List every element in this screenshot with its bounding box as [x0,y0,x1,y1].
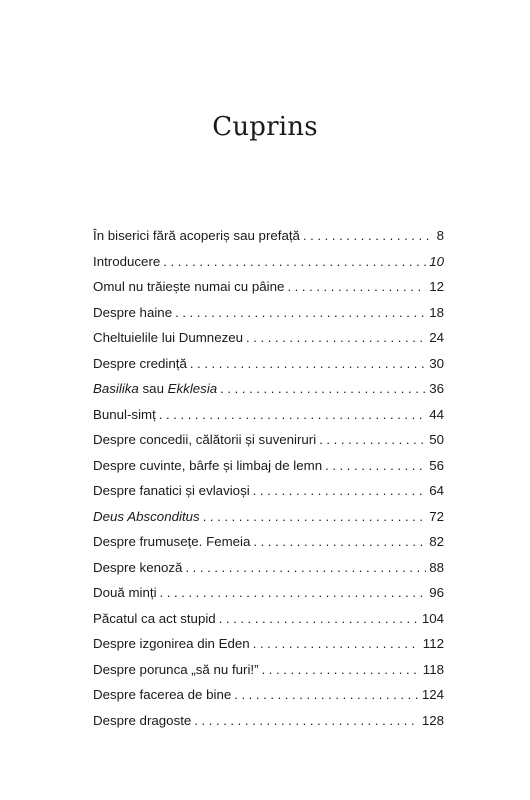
dot-leader [246,330,426,345]
table-of-contents [93,228,444,738]
dot-leader [325,458,426,473]
toc-entry [93,305,444,331]
toc-entry [93,458,444,484]
toc-entry [93,509,444,535]
dot-leader [287,279,426,294]
toc-entry-title: Despre porunca „să nu furi!” [93,661,259,677]
toc-entry-title-text: sau [138,381,168,396]
dot-leader [262,662,420,677]
toc-entry-title: Despre kenoză [93,559,183,575]
toc-entry-title: Omul nu trăiește numai cu pâine [93,279,285,294]
dot-leader [234,687,419,702]
toc-entry-page-number: 18 [429,304,444,320]
toc-entry-page-number: 56 [429,457,444,473]
toc-entry [93,407,444,433]
toc-entry-title-italic: Deus Absconditus [93,508,200,524]
toc-entry-title: Introducere [93,253,161,269]
toc-entry-page-number: 44 [429,406,444,422]
toc-entry [93,381,444,407]
toc-entry [93,687,444,713]
toc-entry-page-number: 8 [436,228,444,243]
dot-leader [303,228,434,243]
toc-entry-page-number: 30 [429,355,444,371]
dot-leader [175,305,426,320]
toc-entry [93,279,444,305]
toc-entry-title: În biserici fără acoperiș sau prefață [93,228,300,243]
toc-entry-page-number: 72 [429,508,444,524]
toc-entry [93,560,444,586]
toc-entry-page-number: 118 [422,661,444,677]
toc-entry [93,228,444,254]
toc-entry-title [93,509,200,524]
toc-entry [93,636,444,662]
toc-entry-page-number: 64 [429,483,444,498]
toc-entry-page-number: 12 [429,279,444,294]
toc-entry-title: Păcatul ca act stupid [93,610,216,626]
dot-leader [159,407,426,422]
toc-entry-page-number: 88 [429,559,444,575]
dot-leader [220,381,426,396]
dot-leader [190,356,426,371]
toc-entry-page-number: 24 [429,330,444,345]
toc-entry-title: Despre fanatici și evlavioși [93,483,250,498]
toc-entry [93,662,444,688]
dot-leader [253,483,427,498]
dot-leader [194,713,419,728]
toc-entry-page-number: 124 [421,687,444,702]
toc-entry [93,534,444,560]
toc-entry-page-number: 112 [422,636,444,651]
dot-leader [160,585,427,600]
toc-entry-title: Două minți [93,585,157,600]
toc-entry-title: Despre frumusețe. Femeia [93,534,251,549]
dot-leader [219,611,419,626]
toc-entry [93,483,444,509]
dot-leader [185,560,426,575]
toc-entry-title: Despre haine [93,304,173,320]
toc-entry-title: Despre credință [93,355,187,371]
dot-leader [163,254,426,269]
toc-entry [93,356,444,382]
toc-entry [93,585,444,611]
toc-entry-title: Cheltuielile lui Dumnezeu [93,330,244,345]
dot-leader [203,509,427,524]
toc-entry-title-italic: Ekklesia [167,381,218,396]
toc-entry-page-number: 36 [429,381,444,396]
toc-entry-title-italic: Basilika [93,381,139,396]
toc-entry-title: Bunul-simț [93,406,156,422]
toc-entry-page-number: 128 [421,712,444,728]
toc-entry-page-number: 50 [429,432,444,447]
toc-entry-title: Despre izgonirea din Eden [93,636,250,651]
toc-entry-title: Despre concedii, călătorii și suveniruri [93,432,317,447]
dot-leader [253,534,426,549]
toc-entry-page-number: 96 [429,585,444,600]
toc-entry-page-number: 82 [429,534,444,549]
toc-entry-title: Despre cuvinte, bârfe și limbaj de lemn [93,457,323,473]
toc-entry [93,330,444,356]
toc-entry [93,611,444,637]
toc-entry-title [93,381,217,396]
toc-entry [93,713,444,739]
toc-entry-page-number: 104 [421,610,444,626]
toc-entry [93,432,444,458]
toc-entry-page-number: 10 [429,253,444,269]
toc-entry-title: Despre dragoste [93,712,192,728]
dot-leader [319,432,426,447]
dot-leader [253,636,420,651]
page-title: Cuprins [212,112,318,142]
toc-entry-title: Despre facerea de bine [93,687,232,702]
toc-entry [93,254,444,280]
